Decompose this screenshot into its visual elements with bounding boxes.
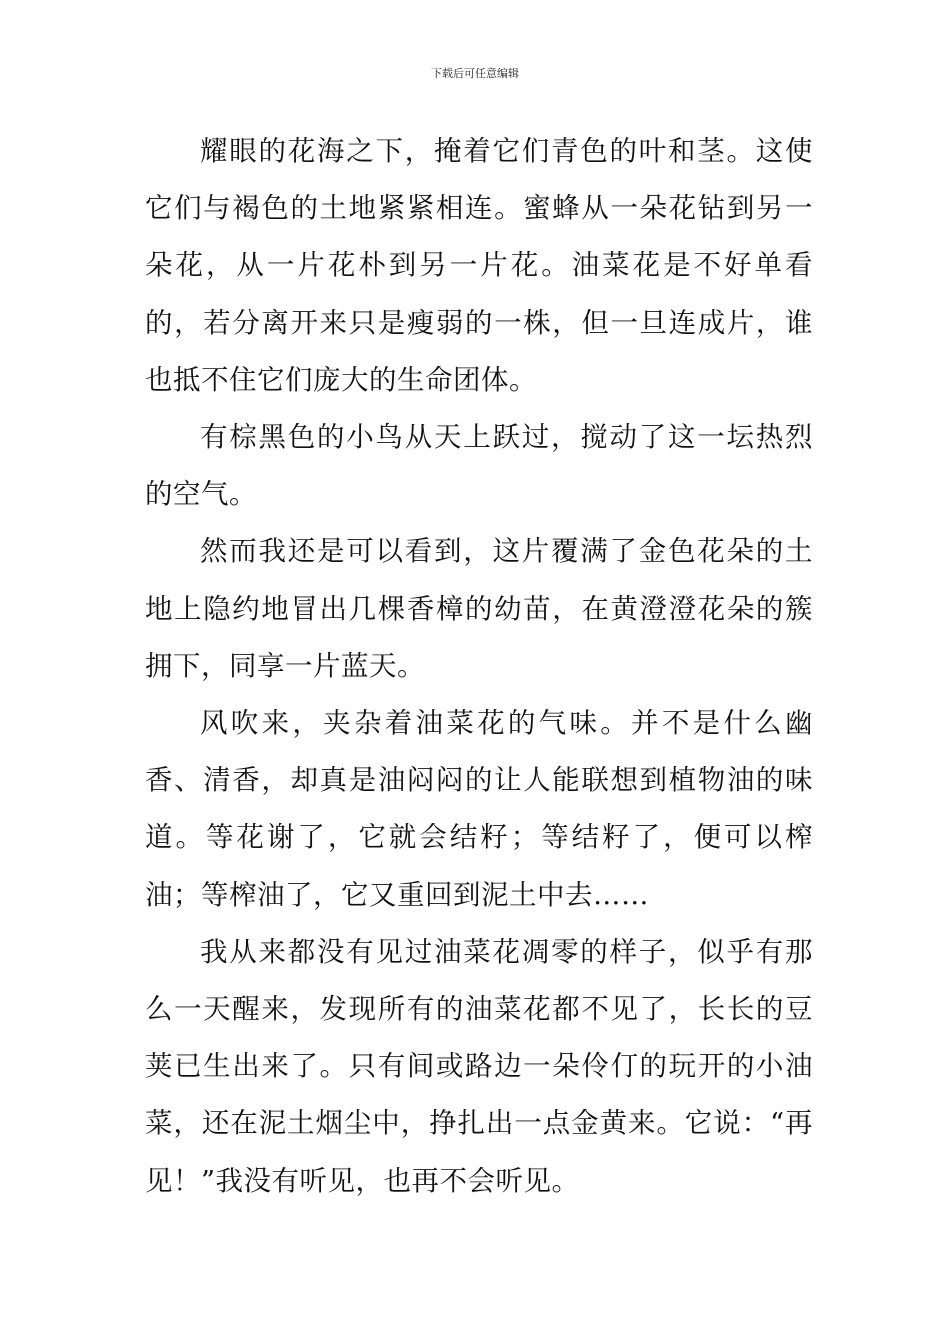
paragraph-5: 我从来都没有见过油菜花凋零的样子，似乎有那么一天醒来，发现所有的油菜花都不见了，长长的豆荚已生出来了。只有间或路边一朵伶仃的玩开的小油菜，还在泥土烟尘中，挣扎出一点金黄来。它说：“再见！”我没有听见，也再不会听见。 bbox=[145, 935, 813, 1197]
document-body bbox=[145, 123, 813, 1210]
page-header: 下载后可任意编辑 bbox=[431, 67, 519, 80]
paragraph-2: 有棕黑色的小鸟从天上跃过，搅动了这一坛热烈的空气。 bbox=[145, 421, 813, 511]
paragraph-4: 风吹来，夹杂着油菜花的气味。并不是什么幽香、清香，却真是油闷闷的让人能联想到植物油的味道。等花谢了，它就会结籽；等结籽了，便可以榨油；等榨油了，它又重回到泥土中去…… bbox=[145, 707, 813, 911]
paragraph-1: 耀眼的花海之下，掩着它们青色的叶和茎。这使它们与褐色的土地紧紧相连。蜜蜂从一朵花钻到另一朵花，从一片花朴到另一片花。油菜花是不好单看的，若分离开来只是瘦弱的一株，但一旦连成片，谁也抵不住它们庞大的生命团体。 bbox=[145, 135, 813, 396]
paragraph-3: 然而我还是可以看到，这片覆满了金色花朵的土地上隐约地冒出几棵香樟的幼苗，在黄澄澄花朵的簇拥下，同享一片蓝天。 bbox=[145, 535, 813, 682]
